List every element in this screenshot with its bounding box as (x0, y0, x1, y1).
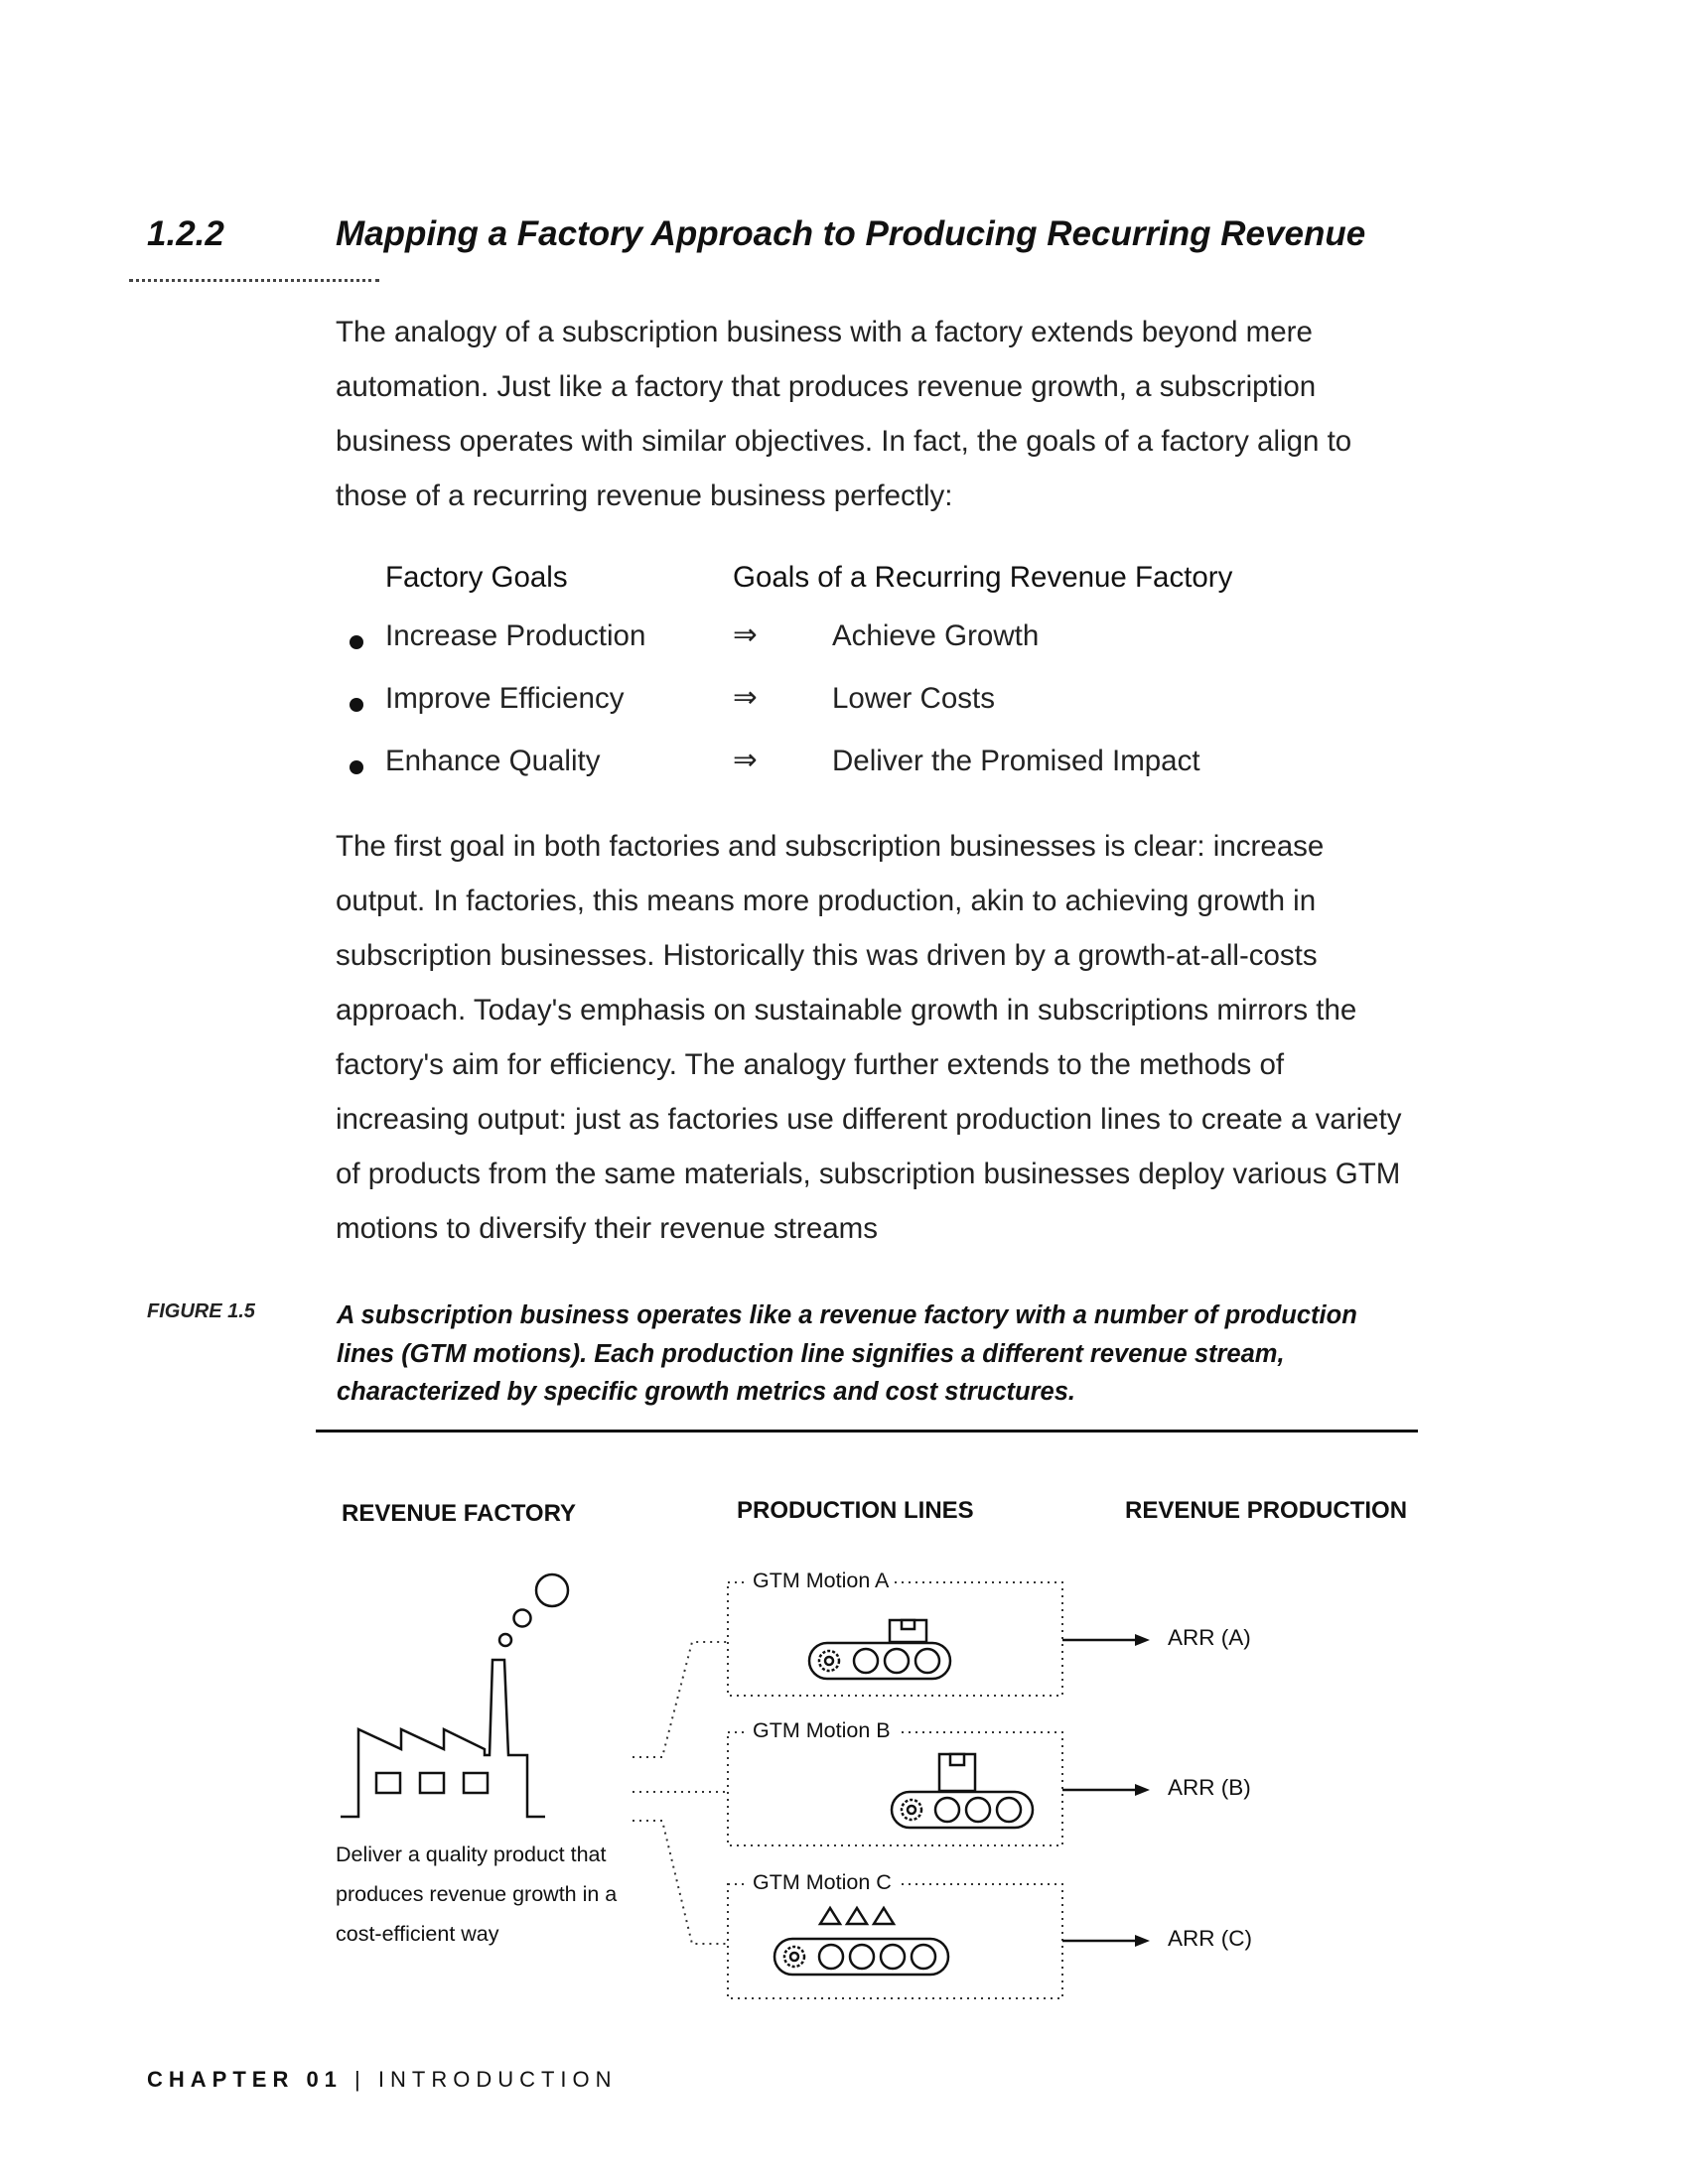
conveyor-belt-icon (809, 1643, 950, 1679)
footer-separator: | (354, 2067, 366, 2092)
figure-caption: A subscription business operates like a revenue factory with a number of production lines (GTM motions). Each production line signifies a different revenue stream, characterized by specific growth metrics and cost structures. (337, 1301, 1357, 1406)
arr-a-label: ARR (A) (1168, 1625, 1251, 1650)
section-number: 1.2.2 (147, 214, 224, 253)
body-paragraph: The first goal in both factories and subscription businesses is clear: increase output. In factories, this means more production, akin to achieving growth in subscription businesses. Historically this was driven by a growth-at-all-costs approach. Today's emphasis on sustainable growth in subscriptions mirrors the factory's aim for efficiency. The analogy further extends to the methods of increasing output: just as factories use different production lines to create a variety of products from the same materials, subscription businesses deploy various GTM motions to diversify their revenue streams (336, 830, 1402, 1245)
footer-section: INTRODUCTION (377, 2067, 618, 2092)
factory-goal: Improve Efficiency (385, 682, 625, 715)
revenue-goal: Deliver the Promised Impact (832, 745, 1200, 777)
gtm-motion-c-label: GTM Motion C (747, 1870, 898, 1895)
gtm-motion-b-label: GTM Motion B (747, 1718, 897, 1743)
conveyor-belt-icon (892, 1792, 1033, 1828)
output-arrows (1062, 1634, 1150, 1947)
arr-b-label: ARR (B) (1168, 1775, 1251, 1800)
implies-arrow-icon: ⇒ (733, 618, 758, 651)
package-icon (939, 1754, 975, 1791)
conveyor-belt-icon (774, 1939, 948, 1975)
figure-label: FIGURE 1.5 (147, 1300, 255, 1322)
revenue-factory-heading: REVENUE FACTORY (342, 1500, 577, 1527)
factory-goals-header: Factory Goals (385, 561, 568, 594)
footer-chapter: CHAPTER 01 (147, 2067, 343, 2092)
package-icon (890, 1620, 926, 1642)
page-footer (147, 2067, 618, 2093)
production-lines-heading: PRODUCTION LINES (737, 1497, 974, 1524)
revenue-goals-header: Goals of a Recurring Revenue Factory (733, 561, 1233, 594)
factory-description: Deliver a quality product that produces revenue growth in a cost-efficient way (336, 1843, 618, 1946)
production-line-boxes (728, 1582, 1062, 1998)
implies-arrow-icon: ⇒ (733, 681, 758, 714)
gtm-motion-a-label: GTM Motion A (747, 1569, 895, 1593)
intro-paragraph: The analogy of a subscription business with a factory extends beyond mere automation. Just like a factory that produces revenue growth, a subscription business operates with similar objectives. In fact, the goals of a factory align to those of a recurring revenue business perfectly: (336, 316, 1352, 512)
arr-c-label: ARR (C) (1168, 1926, 1252, 1951)
revenue-goal: Achieve Growth (832, 619, 1040, 652)
factory-icon (341, 1660, 545, 1817)
factory-goal: Enhance Quality (385, 745, 601, 777)
triangle-products-icon (820, 1908, 894, 1924)
implies-arrow-icon: ⇒ (733, 744, 758, 776)
section-title: Mapping a Factory Approach to Producing Recurring Revenue (336, 214, 1366, 253)
revenue-production-heading: REVENUE PRODUCTION (1125, 1497, 1408, 1524)
revenue-goal: Lower Costs (832, 682, 995, 715)
smoke-bubbles-icon (499, 1574, 568, 1646)
factory-goal: Increase Production (385, 619, 646, 652)
